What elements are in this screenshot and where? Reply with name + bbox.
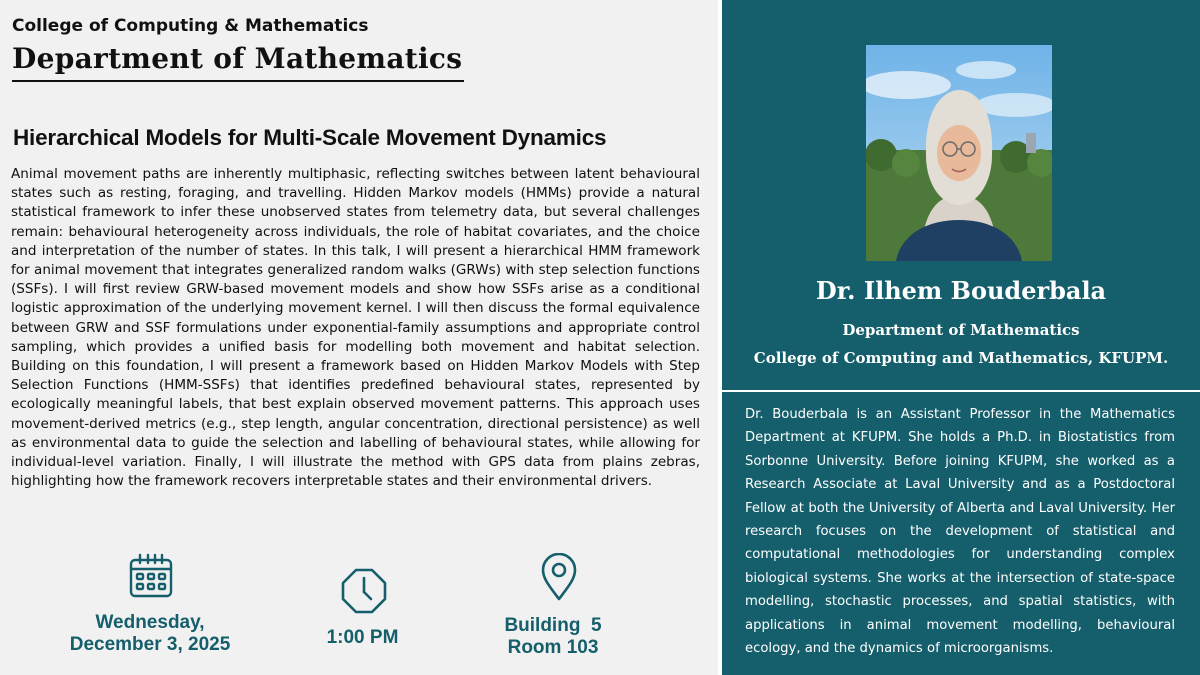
location-pin-icon	[540, 553, 578, 601]
talk-abstract: Animal movement paths are inherently multiphasic, reflecting switches between latent behavioural states such as resting, foraging, and travelling. Hidden Markov models (HMMs) provide a natural statistical framework to infer these unobserved states from telemetry data, but several challenges remain: behavioural heterogeneity across individuals, the role of habitat covariates, and the choice and interpretation of the number of states. In this talk, I will present a hierarchical HMM framework for animal movement that integrates generalized random walks (GRWs) with step selection functions (SSFs). I will first review GRW-based movement models and show how SSFs arise as a conditional logistic approximation of the underlying movement kernel. I will then discuss the formal equivalence between GRW and SSF formulations under exponential-family assumptions and appropriate control sampling, which provides a unified basis for modelling both movement and habitat selection. Building on this foundation, I will present a framework based on Hidden Markov Models with Step Selection Functions (HMM-SSFs) that identifies predefined behavioural states, represented by ecologically meaningful labels, that best explain observed movement patterns. This approach uses movement-derived metrics (e.g., step length, angular concentration, directional persistence) as well as environmental data to guide the selection and labelling of behavioural states, while allowing for individual-level variation. Finally, I will illustrate the method with GPS data from plains zebras, highlighting how the framework recovers interpretable states and their environmental drivers.	[11, 166, 700, 490]
event-location	[478, 615, 628, 659]
event-time: 1:00 PM	[326, 627, 399, 648]
event-date-line1: Wednesday,	[95, 612, 205, 633]
event-date-line2: December 3, 2025	[69, 634, 231, 655]
speaker-photo	[866, 45, 1052, 261]
speaker-bio: Dr. Bouderbala is an Assistant Professor in the Mathematics Department at KFUPM. She holds a Ph.D. in Biostatistics from Sorbonne University. Before joining KFUPM, she worked as a Research Associate at Laval University and as a Postdoctoral Fellow at both the University of Alberta and Laval University. Her research focuses on the development of statistical and computational methodologies for understanding complex biological systems. She works at the intersection of state-space modelling, stochastic processes, and spatial statistics, with applications in animal movement modelling, behavioural ecology, and the dynamics of microorganisms.	[745, 407, 1175, 657]
speaker-divider	[722, 390, 1200, 392]
department-title: Department of Mathematics	[12, 42, 463, 75]
clock-icon	[341, 568, 387, 614]
talk-title: Hierarchical Models for Multi-Scale Movement Dynamics	[13, 125, 607, 150]
department-underline	[12, 80, 464, 82]
college-name: College of Computing & Mathematics	[12, 16, 369, 36]
calendar-icon	[128, 553, 174, 599]
event-location-line1: Building 5	[504, 615, 602, 636]
speaker-college: College of Computing and Mathematics, KFUPM.	[753, 349, 1169, 367]
speaker-name: Dr. Ilhem Bouderbala	[815, 276, 1107, 305]
speaker-department: Department of Mathematics	[842, 321, 1080, 339]
event-location-line2: Room 103	[507, 637, 599, 658]
event-date	[50, 612, 250, 656]
